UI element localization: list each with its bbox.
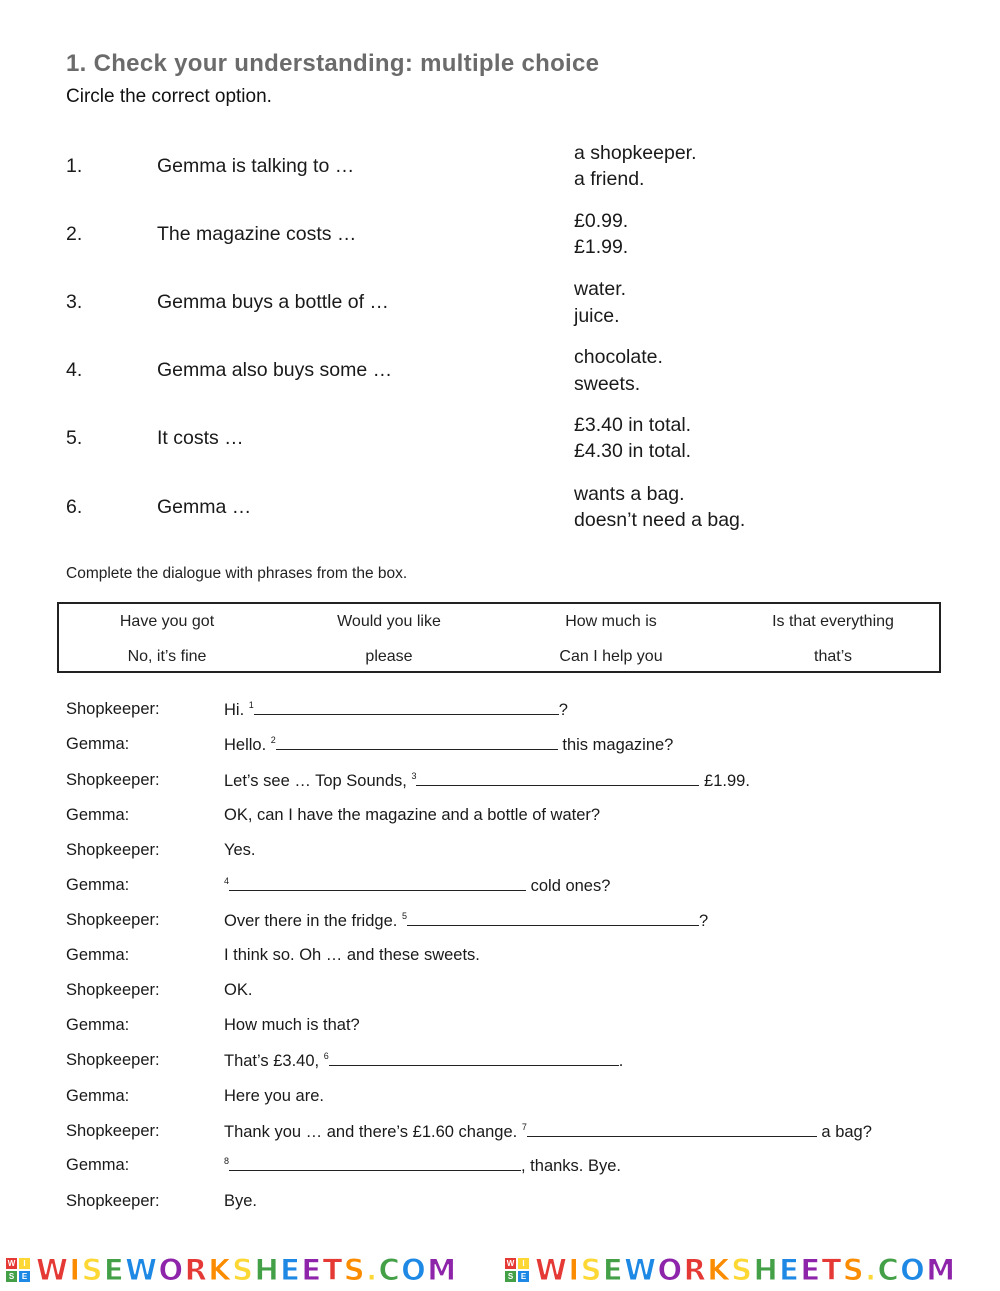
dialogue-line — [224, 841, 256, 860]
blank-number: 2 — [270, 735, 276, 745]
dialogue-speaker: Shopkeeper: — [66, 841, 160, 859]
phrase-item: please — [365, 648, 413, 665]
dialogue-text: That’s £3.40, — [224, 1052, 324, 1070]
answer-option[interactable]: juice. — [574, 305, 620, 327]
logo-letter: W — [506, 1259, 515, 1268]
answer-option[interactable]: a shopkeeper. — [574, 142, 697, 164]
answer-blank[interactable] — [229, 1156, 521, 1171]
dialogue-line — [224, 876, 610, 896]
watermark-logo-icon — [6, 1258, 30, 1282]
blank-number: 3 — [411, 771, 417, 781]
answer-blank[interactable] — [527, 1122, 817, 1137]
answer-option[interactable]: water. — [574, 278, 627, 300]
answer-blank[interactable] — [254, 700, 559, 715]
question-number: 5. — [66, 427, 83, 449]
dialogue-speaker: Shopkeeper: — [66, 1051, 160, 1069]
dialogue-text: . — [618, 1052, 624, 1070]
question-number: 2. — [66, 223, 83, 245]
answer-option[interactable]: doesn’t need a bag. — [574, 509, 746, 531]
dialogue-line — [224, 1087, 324, 1106]
dialogue-speaker: Gemma: — [66, 946, 130, 964]
answer-option[interactable]: £1.99. — [574, 236, 629, 258]
dialogue-text: Hi. — [224, 701, 249, 719]
answer-option[interactable]: £4.30 in total. — [574, 440, 692, 462]
question-number: 6. — [66, 496, 83, 518]
dialogue-text: Bye. — [224, 1192, 258, 1210]
dialogue-line — [224, 946, 480, 965]
blank-number: 7 — [521, 1122, 527, 1132]
dialogue-text: How much is that? — [224, 1016, 360, 1034]
dialogue-line — [224, 1122, 872, 1142]
phrase-item: No, it’s fine — [127, 648, 207, 665]
dialogue-line — [224, 1051, 623, 1071]
question-stem: Gemma buys a bottle of … — [157, 291, 389, 313]
logo-letter: I — [19, 1258, 30, 1269]
dialogue-text: a bag? — [816, 1123, 872, 1141]
dialogue-line — [224, 1192, 257, 1211]
dialogue-text: ? — [558, 701, 568, 719]
watermark-text: WISEWORKSHEETS.COM — [535, 1253, 957, 1287]
dialogue-speaker: Shopkeeper: — [66, 1122, 160, 1140]
dialogue-speaker: Gemma: — [66, 806, 130, 824]
dialogue-text: Over there in the fridge. — [224, 912, 402, 930]
question-stem: Gemma also buys some … — [157, 359, 393, 381]
question-stem: It costs … — [157, 427, 244, 449]
answer-option[interactable]: £3.40 in total. — [574, 414, 692, 436]
dialogue-text: ? — [698, 912, 709, 930]
logo-letter: S — [505, 1271, 516, 1282]
dialogue-text: this magazine? — [557, 736, 674, 754]
section-title: 1. Check your understanding: multiple choice — [66, 50, 600, 77]
blank-number: 1 — [248, 700, 254, 710]
answer-blank[interactable] — [407, 911, 699, 926]
dialogue-text: Yes. — [224, 841, 256, 859]
logo-letter: I — [518, 1258, 529, 1269]
answer-blank[interactable] — [416, 771, 699, 786]
dialogue-line — [224, 771, 750, 791]
dialogue-line — [224, 1016, 360, 1035]
answer-option[interactable]: wants a bag. — [574, 483, 685, 505]
dialogue-text: OK, can I have the magazine and a bottle of water? — [224, 806, 601, 824]
dialogue-text: I think so. Oh … and these sweets. — [224, 946, 480, 964]
answer-blank[interactable] — [276, 735, 558, 750]
answer-blank[interactable] — [329, 1051, 619, 1066]
blank-number: 6 — [323, 1051, 329, 1061]
question-stem: The magazine costs … — [157, 223, 357, 245]
dialogue-speaker: Gemma: — [66, 735, 130, 753]
dialogue-text: , thanks. Bye. — [521, 1157, 621, 1175]
phrase-item: Can I help you — [559, 648, 663, 665]
question-stem: Gemma … — [157, 496, 252, 518]
question-number: 4. — [66, 359, 83, 381]
dialogue-text: Thank you … and there’s £1.60 change. — [224, 1123, 522, 1141]
dialogue-text: Here you are. — [224, 1087, 324, 1105]
question-stem: Gemma is talking to … — [157, 155, 355, 177]
watermark-left — [6, 1252, 458, 1288]
dialogue-line — [224, 1156, 621, 1176]
answer-option[interactable]: chocolate. — [574, 346, 663, 368]
dialogue-speaker: Gemma: — [66, 1016, 130, 1034]
phrase-item: that’s — [814, 648, 852, 665]
dialogue-speaker: Shopkeeper: — [66, 911, 160, 929]
dialogue-instruction: Complete the dialogue with phrases from the box. — [66, 565, 408, 582]
logo-letter: W — [7, 1259, 16, 1268]
dialogue-speaker: Gemma: — [66, 876, 130, 894]
answer-blank[interactable] — [229, 876, 526, 891]
logo-letter: E — [518, 1271, 529, 1282]
dialogue-speaker: Shopkeeper: — [66, 981, 160, 999]
answer-option[interactable]: sweets. — [574, 373, 641, 395]
dialogue-speaker: Gemma: — [66, 1156, 130, 1174]
dialogue-line — [224, 806, 600, 825]
dialogue-text: Hello. — [224, 736, 271, 754]
dialogue-speaker: Shopkeeper: — [66, 1192, 160, 1210]
dialogue-line — [224, 911, 708, 931]
blank-number: 8 — [224, 1156, 230, 1166]
dialogue-line — [224, 700, 568, 720]
watermark-text: WISEWORKSHEETS.COM — [36, 1253, 458, 1287]
answer-option[interactable]: £0.99. — [574, 210, 629, 232]
dialogue-speaker: Shopkeeper: — [66, 771, 160, 789]
phrase-box — [57, 602, 941, 673]
blank-number: 5 — [401, 911, 407, 921]
section-instruction: Circle the correct option. — [66, 86, 272, 107]
dialogue-line — [224, 981, 252, 1000]
watermark-logo-icon — [505, 1258, 529, 1282]
question-number: 1. — [66, 155, 83, 177]
phrase-item: Is that everything — [772, 613, 894, 630]
dialogue-text: Let’s see … Top Sounds, — [224, 772, 412, 790]
dialogue-text: £1.99. — [699, 772, 750, 790]
phrase-item: How much is — [565, 613, 657, 630]
blank-number: 4 — [224, 876, 230, 886]
logo-letter: E — [19, 1271, 30, 1282]
phrase-item: Would you like — [337, 613, 441, 630]
question-number: 3. — [66, 291, 83, 313]
answer-option[interactable]: a friend. — [574, 168, 645, 190]
dialogue-text: cold ones? — [526, 877, 611, 895]
watermark-right — [505, 1252, 957, 1288]
phrase-item: Have you got — [119, 613, 215, 630]
dialogue-text: OK. — [224, 981, 253, 999]
dialogue-line — [224, 735, 673, 755]
dialogue-speaker: Shopkeeper: — [66, 700, 160, 718]
dialogue-speaker: Gemma: — [66, 1087, 130, 1105]
logo-letter: S — [6, 1271, 17, 1282]
